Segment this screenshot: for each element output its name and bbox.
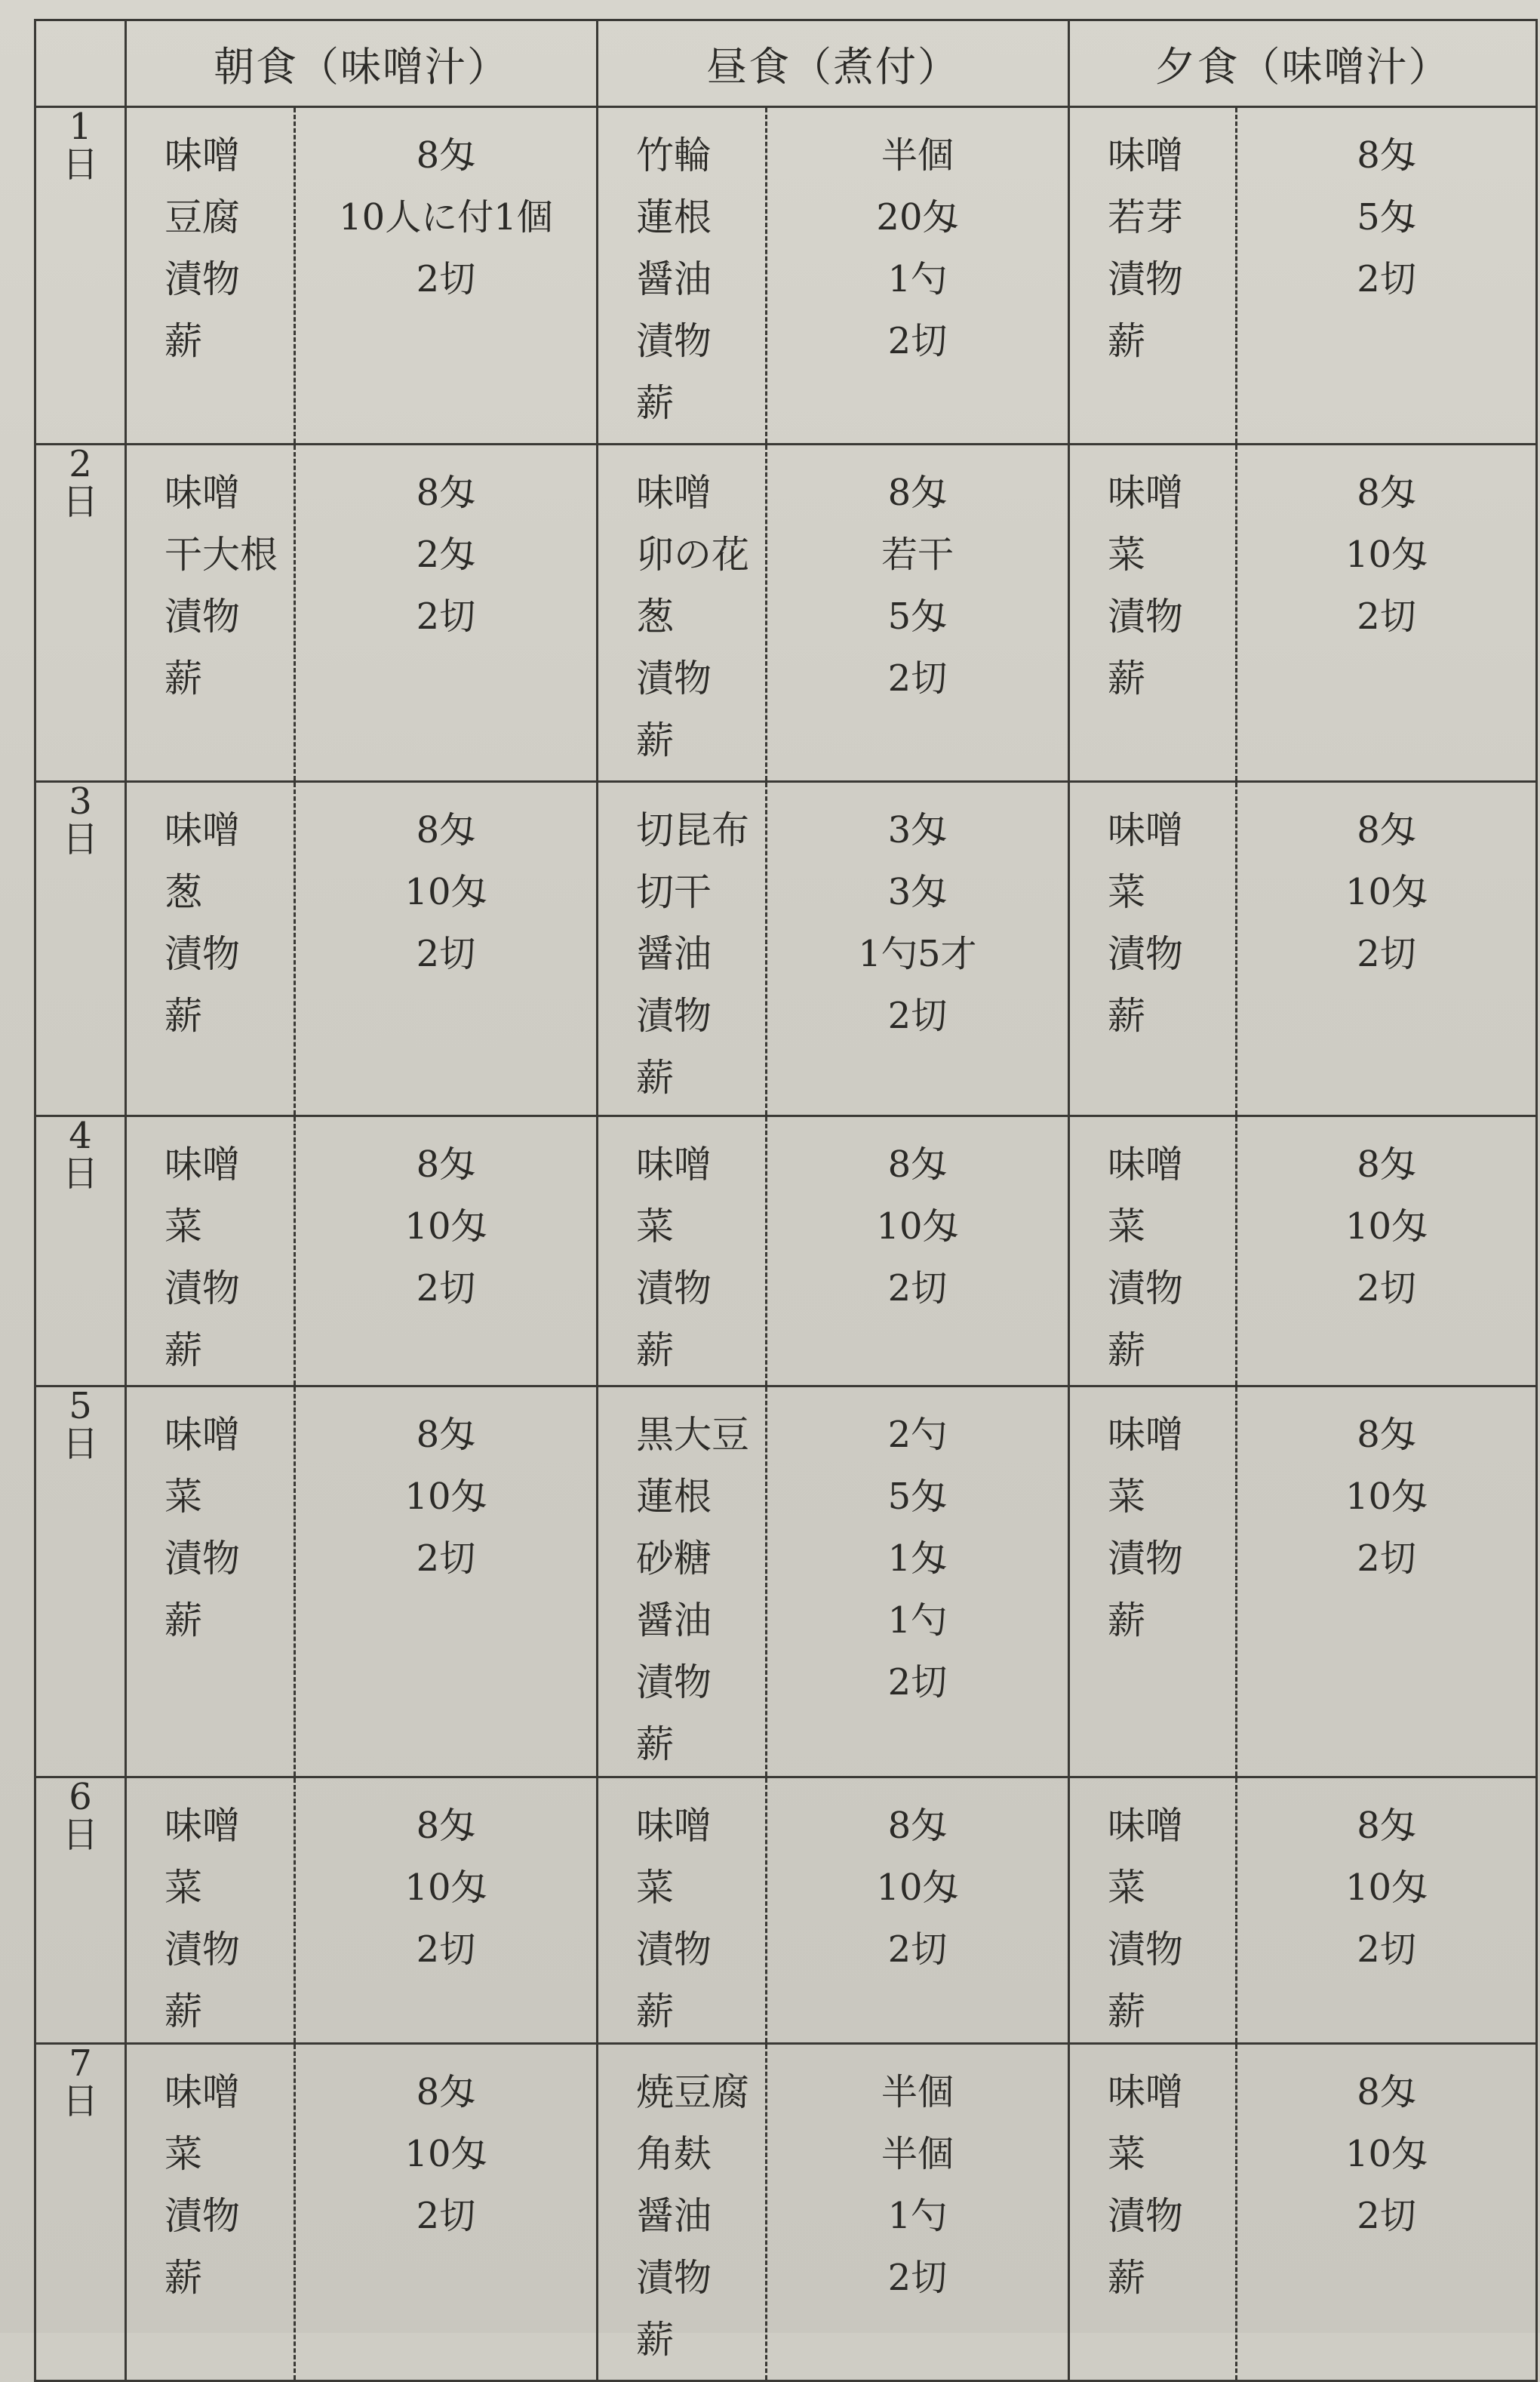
ingredient-name: 菜 [164,2132,202,2176]
quantity-list [767,1117,1068,1385]
ingredient-list [598,783,767,1115]
ingredient-name: 菜 [1108,1475,1145,1519]
ingredient-list [127,2045,296,2380]
ingredient-quantity: 2切 [416,933,476,975]
meal-entry [598,108,1068,443]
ingredient-name: 醤油 [636,2194,712,2238]
quantity-list [296,2045,596,2380]
ingredient-name: 菜 [164,1475,202,1519]
quantity-list [1237,445,1535,780]
ingredient-list [598,1117,767,1385]
ingredient-name: 味噌 [164,1143,240,1186]
ingredient-name: 味噌 [636,1143,712,1186]
day-label-cell [35,1777,126,2044]
ingredient-quantity: 2切 [1357,258,1416,300]
ingredient-quantity: 2切 [416,2195,476,2237]
quantity-list [1237,1117,1535,1385]
ingredient-name: 漬物 [1108,595,1183,639]
quantity-list [296,108,596,443]
ingredient-name: 角麸 [636,2132,712,2176]
ingredient-quantity: 20匁 [876,196,959,239]
dinner-cell [1069,107,1537,445]
ingredient-quantity: 2切 [416,596,476,638]
day-label: 1日 [62,106,99,186]
meal-entry [598,1387,1068,1776]
quantity-list [767,108,1068,443]
ingredient-name: 味噌 [1108,1143,1183,1186]
ingredient-name: 漬物 [164,1266,240,1310]
ingredient-name: 味噌 [1108,1804,1183,1848]
meal-entry [127,1387,596,1776]
ingredient-name: 葱 [636,595,674,639]
lunch-cell [598,1116,1069,1386]
ingredient-name: 薪 [1108,1599,1145,1642]
ingredient-name: 葱 [164,870,202,914]
day-label-cell [35,1386,126,1777]
ingredient-name: 菜 [636,1866,674,1910]
ingredient-list [1070,1778,1237,2042]
ingredient-name: 漬物 [636,1266,712,1310]
ingredient-name: 薪 [636,381,674,425]
ingredient-name: 薪 [636,1990,674,2033]
day-label: 6日 [62,1776,99,1857]
ingredient-quantity: 2切 [416,258,476,300]
ingredient-name: 漬物 [164,2194,240,2238]
ingredient-name: 漬物 [636,657,712,700]
ingredient-quantity: 2切 [887,657,948,700]
ingredient-name: 醤油 [636,1599,712,1642]
lunch-header: 昼食（煮付） [598,20,1069,107]
ingredient-name: 味噌 [636,1804,712,1848]
ingredient-quantity: 1勺 [887,258,948,300]
lunch-cell [598,1386,1069,1777]
breakfast-cell [126,2044,598,2381]
ingredient-list [1070,108,1237,443]
lunch-cell [598,107,1069,445]
ingredient-name: 味噌 [1108,134,1183,177]
ingredient-name: 薪 [1108,2256,1145,2300]
ingredient-name: 菜 [164,1205,202,1248]
ingredient-quantity: 10匁 [404,1867,487,1909]
meal-entry [127,783,596,1115]
ingredient-quantity: 8匁 [887,472,948,514]
meal-entry [1070,445,1535,780]
ingredient-name: 薪 [164,994,202,1038]
day-label: 2日 [62,443,99,524]
menu-body [35,107,1537,2381]
ingredient-quantity: 10匁 [404,871,487,913]
ingredient-list [127,108,296,443]
meal-entry [1070,783,1535,1115]
ingredient-name: 菜 [164,1866,202,1910]
meal-entry [127,445,596,780]
dinner-cell [1069,2044,1537,2381]
meal-entry [1070,108,1535,443]
meal-entry [598,783,1068,1115]
meal-entry [127,108,596,443]
ingredient-name: 味噌 [1108,2070,1183,2114]
quantity-list [296,1387,596,1776]
corner-header [35,20,126,107]
ingredient-quantity: 2切 [1357,1537,1416,1580]
meal-entry [1070,1117,1535,1385]
ingredient-quantity: 10匁 [404,2133,487,2175]
ingredient-name: 薪 [164,1599,202,1642]
quantity-list [1237,2045,1535,2380]
ingredient-quantity: 2切 [1357,1928,1416,1971]
ingredient-name: 薪 [636,1056,674,1100]
ingredient-name: 漬物 [1108,1928,1183,1971]
lunch-cell [598,2044,1069,2381]
dinner-cell [1069,445,1537,782]
ingredient-quantity: 2切 [887,320,948,362]
ingredient-name: 薪 [1108,994,1145,1038]
ingredient-quantity: 10匁 [1345,1476,1428,1518]
ingredient-list [1070,783,1237,1115]
ingredient-name: 漬物 [636,994,712,1038]
ingredient-name: 漬物 [636,2256,712,2300]
day-row [35,107,1537,445]
ingredient-list [1070,445,1237,780]
ingredient-name: 味噌 [164,2070,240,2114]
ingredient-quantity: 8匁 [416,809,476,851]
ingredient-name: 薪 [636,2318,674,2362]
ingredient-name: 薪 [164,1990,202,2033]
ingredient-name: 醤油 [636,257,712,301]
day-label-cell [35,2044,126,2381]
meal-entry [127,1778,596,2042]
ingredient-name: 味噌 [164,1413,240,1457]
ingredient-quantity: 8匁 [416,1143,476,1186]
ingredient-list [1070,1387,1237,1776]
ingredient-quantity: 1勺 [887,2195,948,2237]
ingredient-quantity: 2切 [887,2257,948,2299]
ingredient-name: 漬物 [636,1928,712,1971]
ingredient-list [598,108,767,443]
ingredient-name: 黒大豆 [636,1413,749,1457]
ingredient-name: 漬物 [164,932,240,976]
ingredient-quantity: 2切 [887,995,948,1037]
dinner-cell [1069,1116,1537,1386]
breakfast-cell [126,1386,598,1777]
ingredient-list [598,1778,767,2042]
ingredient-name: 菜 [1108,533,1145,577]
ingredient-name: 薪 [636,1722,674,1766]
ingredient-list [127,1778,296,2042]
ingredient-name: 漬物 [1108,1266,1183,1310]
ingredient-list [1070,2045,1237,2380]
quantity-list [767,783,1068,1115]
ingredient-quantity: 1勺 [887,1599,948,1642]
ingredient-name: 漬物 [164,595,240,639]
ingredient-name: 味噌 [1108,1413,1183,1457]
ingredient-quantity: 8匁 [1357,472,1416,514]
ingredient-quantity: 2切 [416,1928,476,1971]
ingredient-name: 味噌 [1108,808,1183,852]
ingredient-name: 薪 [164,2256,202,2300]
day-row [35,1116,1537,1386]
ingredient-quantity: 半個 [881,2071,954,2113]
quantity-list [1237,108,1535,443]
ingredient-name: 切昆布 [636,808,749,852]
breakfast-cell [126,107,598,445]
ingredient-name: 菜 [1108,1866,1145,1910]
ingredient-name: 豆腐 [164,195,240,239]
ingredient-quantity: 8匁 [416,1414,476,1456]
ingredient-name: 味噌 [1108,471,1183,515]
ingredient-quantity: 10匁 [1345,1205,1428,1248]
ingredient-name: 漬物 [1108,2194,1183,2238]
day-label-cell [35,107,126,445]
meal-entry [1070,1778,1535,2042]
ingredient-quantity: 8匁 [416,2071,476,2113]
ingredient-list [127,445,296,780]
ingredient-name: 薪 [1108,1328,1145,1372]
ingredient-quantity: 2切 [887,1267,948,1309]
ingredient-quantity: 3匁 [887,809,948,851]
quantity-list [1237,783,1535,1115]
breakfast-cell [126,782,598,1116]
ingredient-name: 蓮根 [636,1475,712,1519]
lunch-cell [598,782,1069,1116]
ingredient-name: 菜 [1108,870,1145,914]
ingredient-name: 漬物 [164,1928,240,1971]
ingredient-name: 蓮根 [636,195,712,239]
ingredient-name: 菜 [636,1205,674,1248]
meal-entry [127,1117,596,1385]
ingredient-quantity: 8匁 [1357,1414,1416,1456]
ingredient-quantity: 8匁 [1357,2071,1416,2113]
ingredient-list [127,1117,296,1385]
meal-entry [598,1778,1068,2042]
quantity-list [296,1778,596,2042]
ingredient-quantity: 2切 [416,1267,476,1309]
lunch-cell [598,445,1069,782]
ingredient-list [1070,1117,1237,1385]
ingredient-quantity: 8匁 [1357,809,1416,851]
ingredient-list [598,1387,767,1776]
quantity-list [1237,1387,1535,1776]
quantity-list [767,1778,1068,2042]
quantity-list [767,1387,1068,1776]
ingredient-quantity: 10人に付1個 [339,196,553,239]
ingredient-quantity: 半個 [881,134,954,177]
breakfast-cell [126,1777,598,2044]
lunch-cell [598,1777,1069,2044]
ingredient-list [127,1387,296,1776]
ingredient-name: 薪 [636,719,674,762]
day-label: 3日 [62,780,99,861]
ingredient-quantity: 8匁 [416,134,476,177]
ingredient-quantity: 8匁 [1357,134,1416,177]
day-label-cell [35,782,126,1116]
day-label: 7日 [62,2042,99,2123]
quantity-list [296,445,596,780]
ingredient-quantity: 10匁 [876,1205,959,1248]
ingredient-name: 薪 [1108,319,1145,363]
meal-entry [1070,1387,1535,1776]
ingredient-list [127,783,296,1115]
meal-entry [1070,2045,1535,2380]
ingredient-name: 味噌 [164,134,240,177]
ingredient-name: 漬物 [1108,932,1183,976]
ingredient-name: 薪 [636,1328,674,1372]
ingredient-name: 漬物 [636,1660,712,1704]
day-label: 4日 [62,1115,99,1196]
weekly-menu-table [34,19,1538,2382]
ingredient-name: 薪 [1108,657,1145,700]
ingredient-quantity: 8匁 [416,472,476,514]
breakfast-cell [126,445,598,782]
ingredient-name: 漬物 [1108,257,1183,301]
quantity-list [767,445,1068,780]
ingredient-name: 薪 [164,657,202,700]
ingredient-quantity: 8匁 [1357,1143,1416,1186]
dinner-header: 夕食（味噌汁） [1069,20,1537,107]
ingredient-quantity: 5匁 [1357,196,1416,239]
ingredient-quantity: 半個 [881,2133,954,2175]
ingredient-quantity: 2匁 [416,534,476,576]
breakfast-cell [126,1116,598,1386]
ingredient-name: 味噌 [164,1804,240,1848]
quantity-list [296,783,596,1115]
ingredient-quantity: 10匁 [404,1205,487,1248]
ingredient-quantity: 10匁 [404,1476,487,1518]
ingredient-name: 卯の花 [636,533,749,577]
ingredient-name: 醤油 [636,932,712,976]
ingredient-quantity: 2切 [1357,2195,1416,2237]
day-row [35,1777,1537,2044]
ingredient-quantity: 3匁 [887,871,948,913]
ingredient-quantity: 8匁 [1357,1805,1416,1847]
ingredient-quantity: 1勺5才 [858,933,977,975]
header-row [35,20,1537,107]
day-label: 5日 [62,1385,99,1466]
ingredient-list [598,2045,767,2380]
ingredient-name: 漬物 [164,1537,240,1580]
day-row [35,445,1537,782]
day-row [35,1386,1537,1777]
ingredient-name: 薪 [164,319,202,363]
day-row [35,782,1537,1116]
ingredient-quantity: 5匁 [887,596,948,638]
ingredient-quantity: 2切 [1357,596,1416,638]
ingredient-quantity: 1匁 [887,1537,948,1580]
ingredient-name: 薪 [164,1328,202,1372]
ingredient-name: 若芽 [1108,195,1183,239]
ingredient-name: 菜 [1108,2132,1145,2176]
quantity-list [767,2045,1068,2380]
ingredient-name: 焼豆腐 [636,2070,749,2114]
ingredient-quantity: 2勺 [887,1414,948,1456]
ingredient-quantity: 2切 [416,1537,476,1580]
ingredient-quantity: 8匁 [416,1805,476,1847]
quantity-list [1237,1778,1535,2042]
ingredient-name: 薪 [1108,1990,1145,2033]
ingredient-quantity: 2切 [887,1661,948,1703]
ingredient-name: 漬物 [164,257,240,301]
ingredient-quantity: 10匁 [1345,534,1428,576]
ingredient-quantity: 10匁 [876,1867,959,1909]
ingredient-name: 味噌 [164,471,240,515]
meal-entry [598,1117,1068,1385]
ingredient-name: 味噌 [164,808,240,852]
ingredient-name: 味噌 [636,471,712,515]
meal-entry [598,2045,1068,2380]
ingredient-quantity: 8匁 [887,1143,948,1186]
breakfast-header: 朝食（味噌汁） [126,20,598,107]
ingredient-name: 漬物 [636,319,712,363]
ingredient-quantity: 10匁 [1345,871,1428,913]
meal-entry [127,2045,596,2380]
ingredient-quantity: 2切 [1357,933,1416,975]
ingredient-name: 菜 [1108,1205,1145,1248]
ingredient-name: 干大根 [164,533,278,577]
ingredient-name: 竹輪 [636,134,712,177]
day-row [35,2044,1537,2381]
quantity-list [296,1117,596,1385]
ingredient-quantity: 5匁 [887,1476,948,1518]
day-label-cell [35,445,126,782]
ingredient-quantity: 8匁 [887,1805,948,1847]
day-label-cell [35,1116,126,1386]
dinner-cell [1069,1386,1537,1777]
ingredient-name: 切干 [636,870,712,914]
ingredient-name: 漬物 [1108,1537,1183,1580]
ingredient-quantity: 2切 [887,1928,948,1971]
dinner-cell [1069,782,1537,1116]
ingredient-quantity: 10匁 [1345,1867,1428,1909]
ingredient-quantity: 10匁 [1345,2133,1428,2175]
ingredient-name: 砂糖 [636,1537,712,1580]
ingredient-list [598,445,767,780]
dinner-cell [1069,1777,1537,2044]
meal-entry [598,445,1068,780]
ingredient-quantity: 2切 [1357,1267,1416,1309]
ingredient-quantity: 若干 [881,534,954,576]
